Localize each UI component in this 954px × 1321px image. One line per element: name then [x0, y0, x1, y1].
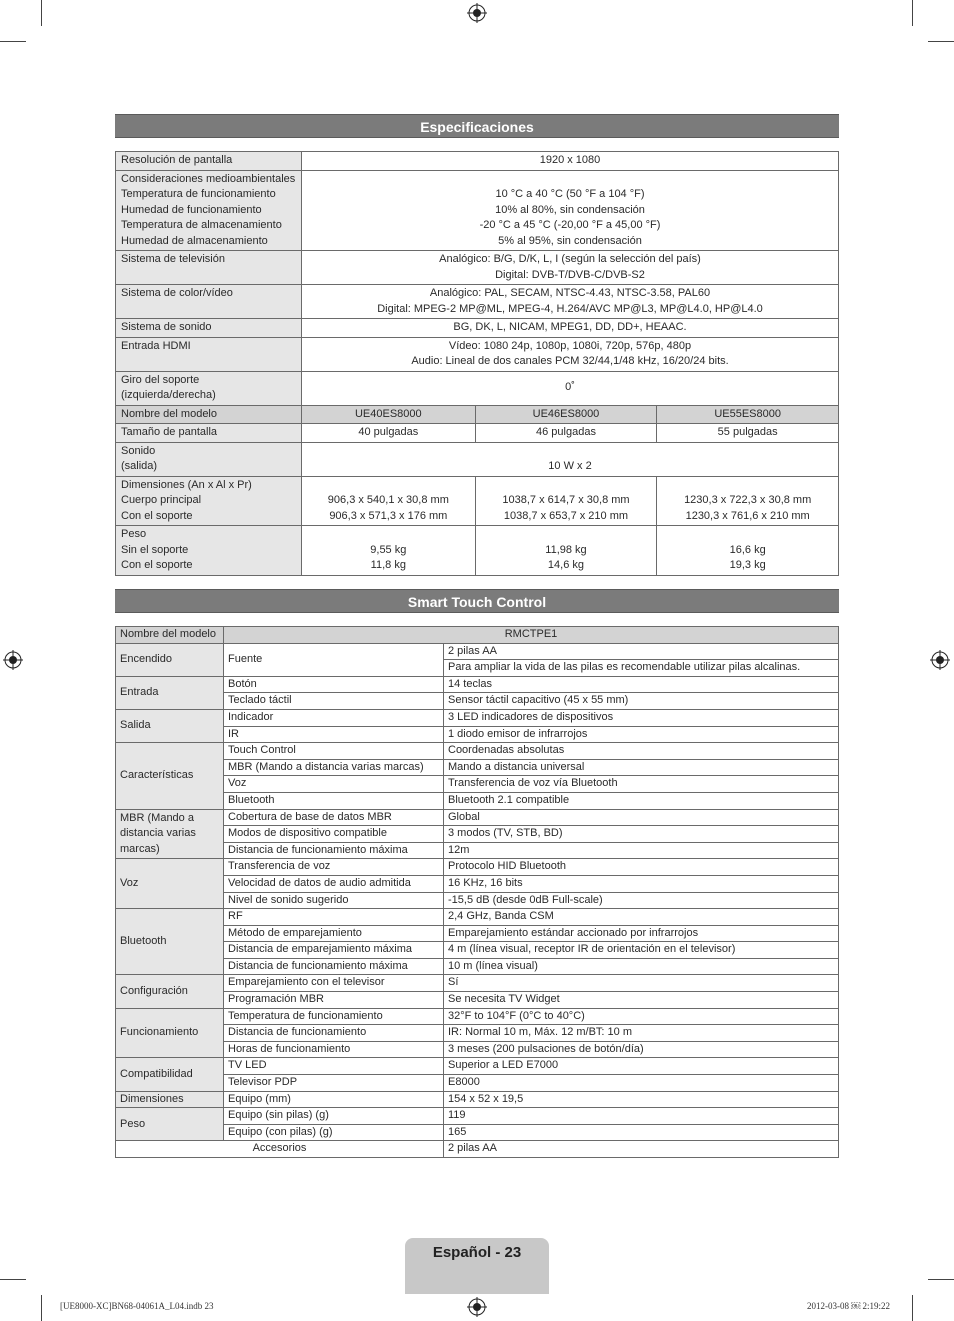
stc-item: Programación MBR: [224, 992, 444, 1009]
stc-model-value: RMCTPE1: [224, 627, 839, 644]
spec-value: [475, 476, 657, 526]
spec-label: Tamaño de pantalla: [116, 424, 302, 443]
stc-value: Sí: [444, 975, 839, 992]
model-name: UE40ES8000: [302, 405, 476, 424]
smart-touch-control-table: [115, 626, 839, 1158]
stc-value: Para ampliar la vida de las pilas es recomendable utilizar pilas alcalinas.: [444, 660, 839, 677]
spec-value-line: 14,6 kg: [547, 559, 585, 571]
table-row: [116, 526, 839, 576]
model-name: UE55ES8000: [657, 405, 839, 424]
stc-value: 16 KHz, 16 bits: [444, 875, 839, 892]
spec-value: 55 pulgadas: [657, 424, 839, 443]
table-row: [116, 942, 839, 959]
spec-value: 0˚: [302, 371, 839, 405]
crop-mark: [0, 41, 26, 42]
table-row: [116, 909, 839, 926]
stc-accessories-value: 2 pilas AA: [444, 1141, 839, 1158]
stc-value: 4 m (línea visual, receptor IR de orientación en el televisor): [444, 942, 839, 959]
stc-value: Mando a distancia universal: [444, 759, 839, 776]
spec-value-line: Analógico: B/G, D/K, L, I (según la selección del país): [439, 253, 701, 265]
table-row: [116, 759, 839, 776]
stc-value: 3 LED indicadores de dispositivos: [444, 709, 839, 726]
spec-value: [302, 526, 476, 576]
stc-item: RF: [224, 909, 444, 926]
table-row: [116, 992, 839, 1009]
spec-value: [302, 476, 476, 526]
stc-value: 119: [444, 1108, 839, 1125]
spec-label: Sistema de sonido: [116, 319, 302, 338]
stc-item: Botón: [224, 676, 444, 693]
stc-item: Horas de funcionamiento: [224, 1041, 444, 1058]
stc-item: Cobertura de base de datos MBR: [224, 809, 444, 826]
stc-value: E8000: [444, 1075, 839, 1092]
registration-mark-icon: [930, 650, 950, 670]
crop-mark: [912, 1295, 913, 1321]
stc-value: Emparejamiento estándar accionado por infrarrojos: [444, 925, 839, 942]
stc-value: 10 m (línea visual): [444, 958, 839, 975]
spec-value: 46 pulgadas: [475, 424, 657, 443]
spec-value: [657, 476, 839, 526]
stc-item: Voz: [224, 776, 444, 793]
spec-value: 10 W x 2: [302, 442, 839, 476]
stc-value: Sensor táctil capacitivo (45 x 55 mm): [444, 693, 839, 710]
stc-item: MBR (Mando a distancia varias marcas): [224, 759, 444, 776]
stc-value: 3 meses (200 pulsaciones de botón/día): [444, 1041, 839, 1058]
registration-mark-icon: [467, 1297, 487, 1317]
stc-item: Touch Control: [224, 743, 444, 760]
stc-accessories-label: Accesorios: [116, 1141, 444, 1158]
table-row: [116, 643, 839, 660]
table-row: [116, 170, 839, 251]
spec-label-line: Temperatura de almacenamiento: [121, 219, 282, 231]
stc-item: Teclado táctil: [224, 693, 444, 710]
table-row: [116, 251, 839, 285]
spec-value-line: Digital: MPEG-2 MP@ML, MPEG-4, H.264/AVC MP@L3, MP@L4.0, HP@L4.0: [377, 302, 763, 315]
crop-mark: [912, 0, 913, 26]
stc-item: Equipo (con pilas) (g): [224, 1124, 444, 1141]
table-row: [116, 442, 839, 476]
spec-value-line: 10 °C a 40 °C (50 °F a 104 °F): [495, 188, 645, 200]
crop-mark: [0, 1279, 26, 1280]
stc-value: 154 x 52 x 19,5: [444, 1091, 839, 1108]
stc-value: 1 diodo emisor de infrarrojos: [444, 726, 839, 743]
stc-item: Distancia de funcionamiento: [224, 1025, 444, 1042]
table-row: [116, 319, 839, 338]
stc-value: -15,5 dB (desde 0dB Full-scale): [444, 892, 839, 909]
spec-label: [116, 170, 302, 251]
spec-label: [116, 526, 302, 576]
table-row: [116, 792, 839, 809]
stc-group: Encendido: [116, 643, 224, 676]
spec-value-line: 1038,7 x 653,7 x 210 mm: [503, 509, 629, 522]
registration-mark-icon: [467, 3, 487, 23]
table-row: [116, 826, 839, 843]
specifications-table: [115, 151, 839, 576]
table-row: [116, 1025, 839, 1042]
page-number: Español - 23: [432, 1244, 522, 1261]
stc-group: Características: [116, 743, 224, 809]
stc-item: Nivel de sonido sugerido: [224, 892, 444, 909]
table-row: [116, 627, 839, 644]
stc-item: Fuente: [224, 643, 444, 676]
stc-item: Velocidad de datos de audio admitida: [224, 875, 444, 892]
spec-value-line: 906,3 x 540,1 x 30,8 mm: [327, 494, 449, 506]
spec-label-line: Con el soporte: [121, 509, 193, 522]
stc-value: Protocolo HID Bluetooth: [444, 859, 839, 876]
spec-value-line: -20 °C a 45 °C (-20,00 °F a 45,00 °F): [479, 219, 661, 231]
stc-value: Transferencia de voz vía Bluetooth: [444, 776, 839, 793]
spec-value: [475, 526, 657, 576]
stc-group: Dimensiones: [116, 1091, 224, 1108]
table-row: [116, 152, 839, 171]
stc-item: Indicador: [224, 709, 444, 726]
table-row: [116, 371, 839, 405]
stc-item: Bluetooth: [224, 792, 444, 809]
section-title-smart-touch-control: Smart Touch Control: [115, 589, 839, 613]
stc-group: Configuración: [116, 975, 224, 1008]
spec-value-line: 11,8 kg: [370, 559, 406, 571]
table-row: [116, 405, 839, 424]
spec-label-line: Sin el soporte: [121, 543, 189, 556]
stc-item: Equipo (mm): [224, 1091, 444, 1108]
table-row: [116, 726, 839, 743]
stc-value: 14 teclas: [444, 676, 839, 693]
stc-item: Temperatura de funcionamiento: [224, 1008, 444, 1025]
spec-value: [302, 337, 839, 371]
spec-value-line: 10% al 80%, sin condensación: [495, 203, 645, 216]
table-row: [116, 958, 839, 975]
spec-label: Sistema de televisión: [116, 251, 302, 285]
spec-label: Sistema de color/vídeo: [116, 285, 302, 319]
stc-value: Global: [444, 809, 839, 826]
spec-value: BG, DK, L, NICAM, MPEG1, DD, DD+, HEAAC.: [302, 319, 839, 338]
table-row: [116, 285, 839, 319]
stc-item: Distancia de emparejamiento máxima: [224, 942, 444, 959]
stc-group: Voz: [116, 859, 224, 909]
stc-value: 2 pilas AA: [444, 643, 839, 660]
stc-item: Modos de dispositivo compatible: [224, 826, 444, 843]
table-row: [116, 337, 839, 371]
table-row: [116, 424, 839, 443]
registration-mark-icon: [3, 650, 23, 670]
stc-label: Nombre del modelo: [116, 627, 224, 644]
spec-value-line: 1230,3 x 761,6 x 210 mm: [685, 509, 810, 522]
spec-label-line: Temperatura de funcionamiento: [121, 188, 276, 200]
spec-value-line: 5% al 95%, sin condensación: [498, 234, 642, 247]
stc-group: Bluetooth: [116, 909, 224, 975]
table-row: [116, 743, 839, 760]
stc-value: IR: Normal 10 m, Máx. 12 m/BT: 10 m: [444, 1025, 839, 1042]
spec-value-line: Analógico: PAL, SECAM, NTSC-4.43, NTSC-3.58, PAL60: [429, 287, 711, 299]
stc-group: Funcionamiento: [116, 1008, 224, 1058]
file-info: [UE8000-XC]BN68-04061A_L04.indb 23: [60, 1301, 214, 1311]
stc-item: Distancia de funcionamiento máxima: [224, 958, 444, 975]
spec-value-line: Digital: DVB-T/DVB-C/DVB-S2: [495, 268, 645, 281]
stc-group: Entrada: [116, 676, 224, 709]
table-row: [116, 1108, 839, 1125]
table-row: [116, 1058, 839, 1075]
table-row: [116, 892, 839, 909]
table-row: [116, 975, 839, 992]
spec-value: [302, 170, 839, 251]
table-row: [116, 476, 839, 526]
table-row: [116, 875, 839, 892]
table-row: [116, 809, 839, 826]
table-row: [116, 709, 839, 726]
spec-label: Nombre del modelo: [116, 405, 302, 424]
spec-label: [116, 442, 302, 476]
stc-value: 12m: [444, 842, 839, 859]
spec-label: [116, 476, 302, 526]
crop-mark: [41, 0, 42, 26]
table-row: [116, 859, 839, 876]
table-row: [116, 925, 839, 942]
table-row: [116, 1091, 839, 1108]
stc-item: Método de emparejamiento: [224, 925, 444, 942]
spec-label: Entrada HDMI: [116, 337, 302, 371]
spec-value-line: 1038,7 x 614,7 x 30,8 mm: [502, 494, 630, 506]
crop-mark: [928, 1279, 954, 1280]
table-row: [116, 842, 839, 859]
model-name: UE46ES8000: [475, 405, 657, 424]
spec-label-line: Dimensiones (An x Al x Pr): [121, 478, 252, 491]
stc-item: IR: [224, 726, 444, 743]
spec-label-line: Peso: [121, 528, 147, 540]
stc-value: 165: [444, 1124, 839, 1141]
spec-label-line: (salida): [121, 460, 158, 472]
spec-label: Giro del soporte (izquierda/derecha): [116, 371, 302, 405]
spec-label: Resolución de pantalla: [116, 152, 302, 171]
crop-mark: [41, 1295, 42, 1321]
stc-item: TV LED: [224, 1058, 444, 1075]
print-info: 2012-03-08 ￼ 2:19:22: [807, 1301, 890, 1311]
stc-group: Peso: [116, 1108, 224, 1141]
table-row: [116, 1008, 839, 1025]
spec-value: 1920 x 1080: [302, 152, 839, 171]
spec-value-line: Vídeo: 1080 24p, 1080p, 1080i, 720p, 576p, 480p: [448, 339, 692, 352]
table-row: [116, 693, 839, 710]
stc-value: Coordenadas absolutas: [444, 743, 839, 760]
spec-label-line: Humedad de funcionamiento: [121, 203, 262, 216]
table-row: [116, 676, 839, 693]
crop-mark: [928, 41, 954, 42]
spec-value-line: 11,98 kg: [545, 543, 587, 556]
stc-value: 2,4 GHz, Banda CSM: [444, 909, 839, 926]
table-row: [116, 1124, 839, 1141]
spec-label-line: Con el soporte: [121, 559, 193, 571]
spec-value: [302, 251, 839, 285]
table-row: [116, 1075, 839, 1092]
stc-item: Emparejamiento con el televisor: [224, 975, 444, 992]
stc-value: 32°F to 104°F (0°C to 40°C): [444, 1008, 839, 1025]
stc-value: 3 modos (TV, STB, BD): [444, 826, 839, 843]
stc-item: Transferencia de voz: [224, 859, 444, 876]
stc-group: MBR (Mando a distancia varias marcas): [116, 809, 224, 859]
spec-value-line: 1230,3 x 722,3 x 30,8 mm: [684, 494, 812, 506]
stc-group: Compatibilidad: [116, 1058, 224, 1091]
stc-item: Distancia de funcionamiento máxima: [224, 842, 444, 859]
stc-item: Televisor PDP: [224, 1075, 444, 1092]
spec-value: [302, 285, 839, 319]
spec-value-line: 906,3 x 571,3 x 176 mm: [329, 509, 448, 522]
spec-value-line: 16,6 kg: [729, 543, 766, 556]
spec-value-line: Audio: Lineal de dos canales PCM 32/44,1/48 kHz, 16/20/24 bits.: [411, 355, 729, 367]
spec-label-line: Humedad de almacenamiento: [121, 234, 268, 247]
spec-value: [657, 526, 839, 576]
spec-value-line: 9,55 kg: [370, 543, 407, 556]
table-row: [116, 1141, 839, 1158]
spec-label-line: Sonido: [121, 444, 156, 457]
table-row: [116, 1041, 839, 1058]
stc-value: Bluetooth 2.1 compatible: [444, 792, 839, 809]
table-row: [116, 776, 839, 793]
spec-value-line: 19,3 kg: [729, 559, 766, 571]
spec-value: 40 pulgadas: [302, 424, 476, 443]
stc-value: Superior a LED E7000: [444, 1058, 839, 1075]
spec-label-line: Consideraciones medioambientales: [121, 172, 296, 185]
section-title-especificaciones: Especificaciones: [115, 114, 839, 138]
stc-value: Se necesita TV Widget: [444, 992, 839, 1009]
spec-label-line: Cuerpo principal: [121, 494, 202, 506]
stc-group: Salida: [116, 709, 224, 742]
stc-item: Equipo (sin pilas) (g): [224, 1108, 444, 1125]
